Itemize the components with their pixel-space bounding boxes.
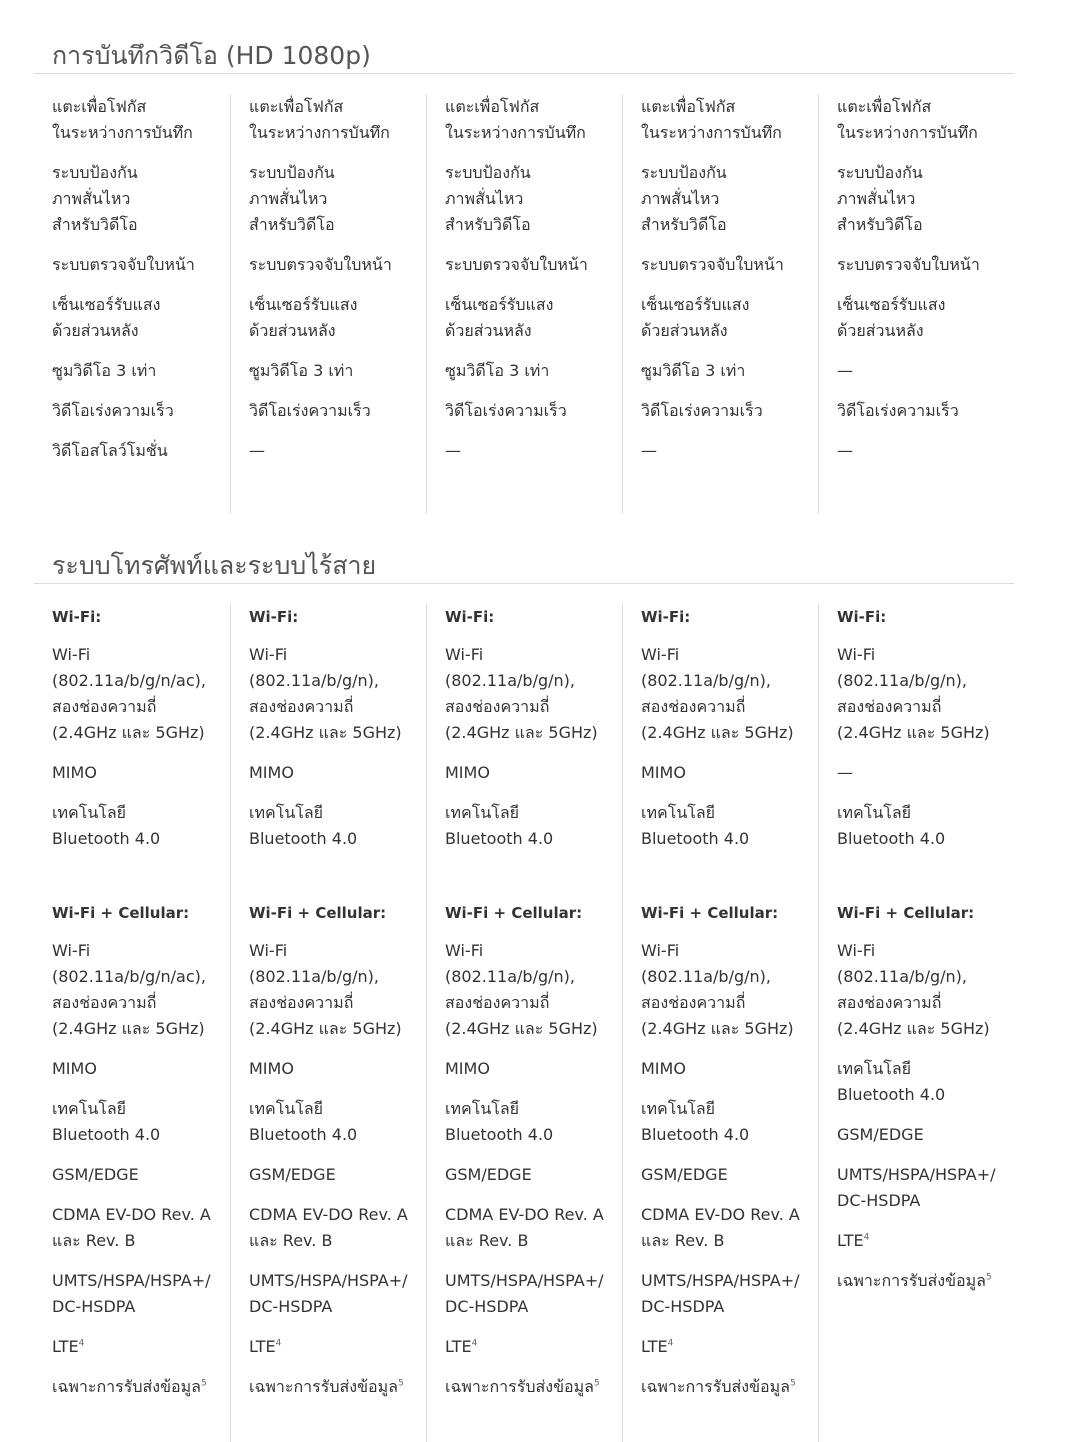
wireless-feature <box>249 1374 416 1400</box>
wireless-feature <box>249 1096 416 1148</box>
footnote-marker: 5 <box>789 1378 796 1389</box>
cellular-group <box>52 900 220 1400</box>
feature-text: GSM/EDGE <box>445 1165 532 1184</box>
video-feature: ระบบป้องกัน ภาพสั่นไหว สำหรับวิดีโอ <box>445 163 531 234</box>
feature-text: เทคโนโลยี Bluetooth 4.0 <box>837 1059 946 1104</box>
video-feature: — <box>249 441 265 460</box>
wireless-feature <box>641 1268 808 1320</box>
wifi-group <box>641 604 808 852</box>
video-feature: วิดีโอเร่งความเร็ว <box>249 401 371 420</box>
wireless-feature <box>445 800 612 852</box>
video-spec-columns <box>34 74 1014 514</box>
feature-text: MIMO <box>249 1059 294 1078</box>
wireless-feature <box>52 1374 220 1400</box>
feature-text: MIMO <box>52 763 97 782</box>
feature-text: Wi-Fi (802.11a/b/g/n), สองช่องความถี่ (2.4GHz และ 5GHz) <box>445 941 598 1038</box>
feature-text: Wi-Fi (802.11a/b/g/n), สองช่องความถี่ (2.4GHz และ 5GHz) <box>249 645 402 742</box>
feature-text: Wi-Fi (802.11a/b/g/n/ac), สองช่องความถี่ (2.4GHz และ 5GHz) <box>52 645 206 742</box>
feature-text: GSM/EDGE <box>837 1125 924 1144</box>
wireless-spec-columns <box>34 584 1014 1442</box>
cellular-group <box>249 900 416 1400</box>
wireless-feature <box>52 1334 220 1360</box>
wireless-feature <box>52 642 220 746</box>
wifi-group-label: Wi-Fi: <box>445 608 495 626</box>
wireless-feature <box>249 760 416 786</box>
feature-text: เทคโนโลยี Bluetooth 4.0 <box>641 803 750 848</box>
video-column <box>230 94 426 514</box>
video-column <box>426 94 622 514</box>
feature-text: GSM/EDGE <box>249 1165 336 1184</box>
wireless-feature <box>445 1268 612 1320</box>
feature-text: UMTS/HSPA/HSPA+/ DC-HSDPA <box>445 1271 604 1316</box>
footnote-marker: 5 <box>397 1378 404 1389</box>
video-feature: ระบบป้องกัน ภาพสั่นไหว สำหรับวิดีโอ <box>837 163 923 234</box>
feature-text: MIMO <box>445 1059 490 1078</box>
feature-text: Wi-Fi (802.11a/b/g/n), สองช่องความถี่ (2.4GHz และ 5GHz) <box>837 645 990 742</box>
footnote-marker: 4 <box>863 1232 870 1243</box>
wifi-group-label: Wi-Fi: <box>837 608 887 626</box>
video-column <box>818 94 1014 514</box>
feature-text: เฉพาะการรับส่งข้อมูล <box>52 1377 201 1396</box>
feature-text: — <box>837 763 853 782</box>
feature-text: GSM/EDGE <box>52 1165 139 1184</box>
wireless-feature <box>641 1374 808 1400</box>
video-feature: วิดีโอสโลว์โมชั่น <box>52 441 168 460</box>
footnote-marker: 4 <box>275 1338 282 1349</box>
wireless-feature <box>52 800 220 852</box>
wifi-group <box>52 604 220 852</box>
feature-text: เทคโนโลยี Bluetooth 4.0 <box>445 1099 554 1144</box>
wireless-feature <box>641 1334 808 1360</box>
feature-text: LTE <box>641 1337 668 1356</box>
wireless-feature <box>837 642 1004 746</box>
video-column <box>34 94 230 514</box>
cellular-group-label: Wi-Fi + Cellular: <box>249 904 387 922</box>
feature-text: MIMO <box>641 763 686 782</box>
feature-text: เทคโนโลยี Bluetooth 4.0 <box>52 1099 161 1144</box>
video-feature: ซูมวิดีโอ 3 เท่า <box>249 361 354 380</box>
wireless-feature <box>52 1268 220 1320</box>
video-feature: — <box>837 361 853 380</box>
wireless-feature <box>445 1202 612 1254</box>
cellular-group <box>445 900 612 1400</box>
cellular-group-label: Wi-Fi + Cellular: <box>641 904 779 922</box>
video-feature: ระบบตรวจจับใบหน้า <box>52 255 195 274</box>
feature-text: เทคโนโลยี Bluetooth 4.0 <box>249 803 358 848</box>
wireless-feature <box>52 760 220 786</box>
feature-text: CDMA EV-DO Rev. A และ Rev. B <box>641 1205 800 1250</box>
video-feature: — <box>837 441 853 460</box>
wireless-column <box>622 604 818 1442</box>
feature-text: เฉพาะการรับส่งข้อมูล <box>837 1271 986 1290</box>
wireless-feature <box>249 800 416 852</box>
footnote-marker: 4 <box>667 1338 674 1349</box>
wireless-feature <box>445 760 612 786</box>
wireless-feature <box>445 1334 612 1360</box>
video-feature: วิดีโอเร่งความเร็ว <box>52 401 174 420</box>
wireless-feature <box>445 1374 612 1400</box>
feature-text: UMTS/HSPA/HSPA+/ DC-HSDPA <box>249 1271 408 1316</box>
feature-text: เทคโนโลยี Bluetooth 4.0 <box>249 1099 358 1144</box>
video-feature: เซ็นเซอร์รับแสง ด้วยส่วนหลัง <box>837 295 946 340</box>
feature-text: LTE <box>249 1337 276 1356</box>
footnote-marker: 4 <box>471 1338 478 1349</box>
feature-text: UMTS/HSPA/HSPA+/ DC-HSDPA <box>52 1271 211 1316</box>
video-feature: ซูมวิดีโอ 3 เท่า <box>52 361 157 380</box>
wireless-column <box>230 604 426 1442</box>
video-feature: ระบบป้องกัน ภาพสั่นไหว สำหรับวิดีโอ <box>249 163 335 234</box>
video-feature: ระบบตรวจจับใบหน้า <box>445 255 588 274</box>
feature-text: Wi-Fi (802.11a/b/g/n), สองช่องความถี่ (2.4GHz และ 5GHz) <box>837 941 990 1038</box>
footnote-marker: 5 <box>200 1378 207 1389</box>
wireless-feature <box>445 1056 612 1082</box>
video-feature: วิดีโอเร่งความเร็ว <box>837 401 959 420</box>
video-feature: — <box>445 441 461 460</box>
feature-text: Wi-Fi (802.11a/b/g/n), สองช่องความถี่ (2.4GHz และ 5GHz) <box>641 941 794 1038</box>
cellular-group-label: Wi-Fi + Cellular: <box>52 904 190 922</box>
feature-text: MIMO <box>249 763 294 782</box>
cellular-group <box>641 900 808 1400</box>
video-feature: ซูมวิดีโอ 3 เท่า <box>641 361 746 380</box>
wireless-feature <box>52 1096 220 1148</box>
video-feature: แตะเพื่อโฟกัส ในระหว่างการบันทึก <box>52 97 193 142</box>
feature-text: เฉพาะการรับส่งข้อมูล <box>445 1377 594 1396</box>
wireless-column <box>818 604 1014 1442</box>
wifi-group-label: Wi-Fi: <box>52 608 102 626</box>
video-feature: วิดีโอเร่งความเร็ว <box>445 401 567 420</box>
video-feature: แตะเพื่อโฟกัส ในระหว่างการบันทึก <box>445 97 586 142</box>
wireless-feature <box>641 1096 808 1148</box>
cellular-group-label: Wi-Fi + Cellular: <box>837 904 975 922</box>
feature-text: UMTS/HSPA/HSPA+/ DC-HSDPA <box>837 1165 996 1210</box>
wireless-feature <box>445 938 612 1042</box>
wireless-feature <box>445 642 612 746</box>
video-feature: แตะเพื่อโฟกัส ในระหว่างการบันทึก <box>249 97 390 142</box>
feature-text: GSM/EDGE <box>641 1165 728 1184</box>
feature-text: เฉพาะการรับส่งข้อมูล <box>641 1377 790 1396</box>
wireless-feature <box>52 1056 220 1082</box>
video-feature: ระบบป้องกัน ภาพสั่นไหว สำหรับวิดีโอ <box>52 163 138 234</box>
video-feature: แตะเพื่อโฟกัส ในระหว่างการบันทึก <box>641 97 782 142</box>
wireless-feature <box>837 760 1004 786</box>
feature-text: MIMO <box>52 1059 97 1078</box>
video-feature: เซ็นเซอร์รับแสง ด้วยส่วนหลัง <box>52 295 161 340</box>
wifi-group-label: Wi-Fi: <box>641 608 691 626</box>
feature-text: Wi-Fi (802.11a/b/g/n), สองช่องความถี่ (2.4GHz และ 5GHz) <box>445 645 598 742</box>
feature-text: เฉพาะการรับส่งข้อมูล <box>249 1377 398 1396</box>
wireless-feature <box>641 1162 808 1188</box>
wireless-section-title: ระบบโทรศัพท์และระบบไร้สาย <box>52 551 377 580</box>
video-feature: ระบบตรวจจับใบหน้า <box>837 255 980 274</box>
wireless-feature <box>837 800 1004 852</box>
wireless-feature <box>837 938 1004 1042</box>
video-feature: ระบบตรวจจับใบหน้า <box>641 255 784 274</box>
wireless-feature <box>249 1334 416 1360</box>
wifi-group <box>249 604 416 852</box>
wireless-feature <box>837 1162 1004 1214</box>
wireless-feature <box>249 1202 416 1254</box>
feature-text: CDMA EV-DO Rev. A และ Rev. B <box>445 1205 604 1250</box>
video-feature: เซ็นเซอร์รับแสง ด้วยส่วนหลัง <box>249 295 358 340</box>
feature-text: MIMO <box>641 1059 686 1078</box>
wireless-feature <box>641 1056 808 1082</box>
video-section-title: การบันทึกวิดีโอ (HD 1080p) <box>52 41 371 70</box>
feature-text: UMTS/HSPA/HSPA+/ DC-HSDPA <box>641 1271 800 1316</box>
feature-text: Wi-Fi (802.11a/b/g/n/ac), สองช่องความถี่ (2.4GHz และ 5GHz) <box>52 941 206 1038</box>
wifi-group-label: Wi-Fi: <box>249 608 299 626</box>
feature-text: เทคโนโลยี Bluetooth 4.0 <box>641 1099 750 1144</box>
video-column <box>622 94 818 514</box>
video-feature: แตะเพื่อโฟกัส ในระหว่างการบันทึก <box>837 97 978 142</box>
feature-text: เทคโนโลยี Bluetooth 4.0 <box>52 803 161 848</box>
video-feature: เซ็นเซอร์รับแสง ด้วยส่วนหลัง <box>445 295 554 340</box>
feature-text: LTE <box>52 1337 79 1356</box>
video-feature: ระบบตรวจจับใบหน้า <box>249 255 392 274</box>
wireless-feature <box>445 1096 612 1148</box>
feature-text: เทคโนโลยี Bluetooth 4.0 <box>837 803 946 848</box>
footnote-marker: 5 <box>593 1378 600 1389</box>
cellular-group <box>837 900 1004 1294</box>
footnote-marker: 5 <box>985 1272 992 1283</box>
wireless-feature <box>641 800 808 852</box>
wireless-feature <box>641 760 808 786</box>
video-feature: เซ็นเซอร์รับแสง ด้วยส่วนหลัง <box>641 295 750 340</box>
wireless-feature <box>837 1122 1004 1148</box>
feature-text: LTE <box>445 1337 472 1356</box>
wireless-feature <box>52 1202 220 1254</box>
wifi-group <box>837 604 1004 852</box>
wifi-group <box>445 604 612 852</box>
wireless-feature <box>249 1268 416 1320</box>
feature-text: Wi-Fi (802.11a/b/g/n), สองช่องความถี่ (2.4GHz และ 5GHz) <box>641 645 794 742</box>
feature-text: LTE <box>837 1231 864 1250</box>
video-feature: วิดีโอเร่งความเร็ว <box>641 401 763 420</box>
wireless-column <box>34 604 230 1442</box>
wireless-feature <box>837 1228 1004 1254</box>
wireless-feature <box>249 642 416 746</box>
wireless-column <box>426 604 622 1442</box>
feature-text: CDMA EV-DO Rev. A และ Rev. B <box>249 1205 408 1250</box>
wireless-feature <box>641 642 808 746</box>
wireless-feature <box>837 1268 1004 1294</box>
feature-text: MIMO <box>445 763 490 782</box>
wireless-feature <box>249 1162 416 1188</box>
wireless-feature <box>641 1202 808 1254</box>
wireless-feature <box>837 1056 1004 1108</box>
wireless-feature <box>52 938 220 1042</box>
footnote-marker: 4 <box>78 1338 85 1349</box>
cellular-group-label: Wi-Fi + Cellular: <box>445 904 583 922</box>
wireless-feature <box>249 938 416 1042</box>
feature-text: Wi-Fi (802.11a/b/g/n), สองช่องความถี่ (2.4GHz และ 5GHz) <box>249 941 402 1038</box>
wireless-feature <box>445 1162 612 1188</box>
wireless-feature <box>52 1162 220 1188</box>
feature-text: เทคโนโลยี Bluetooth 4.0 <box>445 803 554 848</box>
feature-text: CDMA EV-DO Rev. A และ Rev. B <box>52 1205 211 1250</box>
wireless-feature <box>641 938 808 1042</box>
video-feature: ซูมวิดีโอ 3 เท่า <box>445 361 550 380</box>
video-feature: — <box>641 441 657 460</box>
video-feature: ระบบป้องกัน ภาพสั่นไหว สำหรับวิดีโอ <box>641 163 727 234</box>
wireless-feature <box>249 1056 416 1082</box>
